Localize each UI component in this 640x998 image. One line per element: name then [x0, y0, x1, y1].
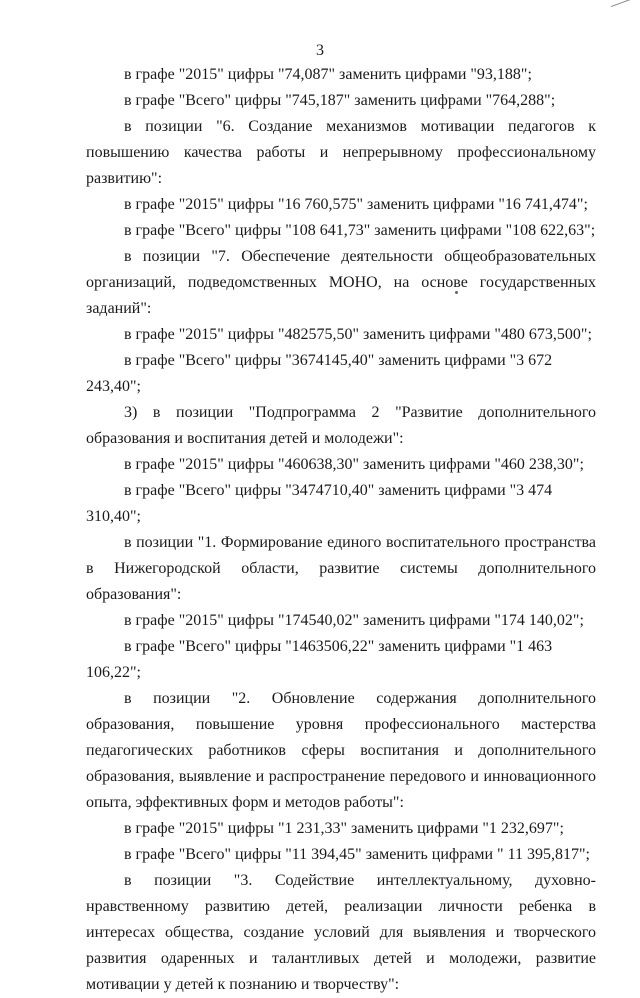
paragraph-15: в позиции "2. Обновление содержания дополнительного образования, повышение уровня профессионального мастерства педагогических работников сферы воспитания и дополнительного образования, выявление и распространение передового и инновационного опыта, эффективных форм и методов работы":: [86, 690, 596, 811]
paragraph-9: 3) в позиции "Подпрограмма 2 "Развитие дополнительного образования и воспитания детей и молодежи":: [86, 404, 596, 447]
document-body: [86, 62, 596, 998]
paragraph-5: в графе "Всего" цифры "108 641,73" заменить цифрами "108 622,63";: [124, 222, 596, 239]
paragraph-14: в графе "Всего" цифры "1463506,22" заменить цифрами "1 463 106,22";: [86, 638, 553, 681]
paragraph-18: в позиции "3. Содействие интеллектуальному, духовно-нравственному развитию детей, реализации личности ребенка в интересах общества, создание условий для выявления и творческого развития одаренных и талантливых детей и молодежи, развитие мотивации у детей к познанию и творчеству":: [86, 872, 596, 993]
paragraph-2: в графе "Всего" цифры "745,187" заменить цифрами "764,288";: [124, 92, 556, 109]
paragraph-8: в графе "Всего" цифры "3674145,40" заменить цифрами "3 672 243,40";: [86, 352, 553, 395]
paragraph-12: в позиции "1. Формирование единого воспитательного пространства в Нижегородской области, развитие системы дополнительного образования":: [86, 534, 596, 603]
paragraph-10: в графе "2015" цифры "460638,30" заменить цифрами "460 238,30";: [124, 456, 584, 473]
scan-artifact: [611, 0, 635, 16]
paragraph-1: в графе "2015" цифры "74,087" заменить цифрами "93,188";: [124, 66, 532, 83]
paragraph-6: в позиции "7. Обеспечение деятельности общеобразовательных организаций, подведомственных МОНО, на основе государственных заданий":: [86, 248, 596, 317]
paragraph-7: в графе "2015" цифры "482575,50" заменить цифрами "480 673,500";: [124, 326, 592, 343]
paragraph-16: в графе "2015" цифры "1 231,33" заменить цифрами "1 232,697";: [124, 820, 564, 837]
paragraph-17: в графе "Всего" цифры "11 394,45" заменить цифрами " 11 395,817";: [124, 846, 590, 863]
page-number: 3: [316, 42, 324, 59]
paragraph-11: в графе "Всего" цифры "3474710,40" заменить цифрами "3 474 310,40";: [86, 482, 553, 525]
paragraph-13: в графе "2015" цифры "174540,02" заменить цифрами "174 140,02";: [124, 612, 584, 629]
paragraph-4: в графе "2015" цифры "16 760,575" заменить цифрами "16 741,474";: [124, 196, 588, 213]
scan-speck: [455, 291, 458, 294]
paragraph-3: в позиции "6. Создание механизмов мотивации педагогов к повышению качества работы и непрерывному профессиональному развитию":: [86, 118, 596, 187]
